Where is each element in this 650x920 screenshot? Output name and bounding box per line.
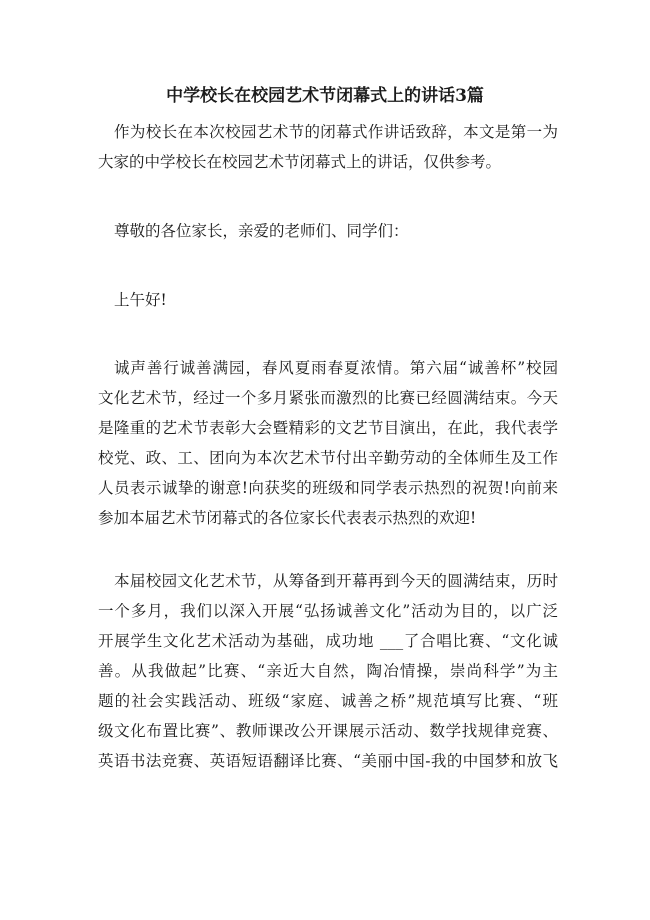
body-line: 题的社会实践活动、班级“家庭、诚善之桥”规范填写比赛、“班 — [98, 692, 558, 710]
greeting-text: 上午好! — [114, 291, 167, 309]
body-line: 人员表示诚挚的谢意!向获奖的班级和同学表示热烈的祝贺!向前来 — [98, 479, 558, 497]
body-line: 参加本届艺术节闭幕式的各位家长代表表示热烈的欢迎! — [98, 509, 477, 527]
body-line: 开展学生文化艺术活动为基础，成功地 ___了合唱比赛、“文化诚 — [98, 632, 558, 650]
body-line: 校党、政、工、团向为本次艺术节付出辛勤劳动的全体师生及工作 — [98, 449, 558, 467]
greeting-paragraph — [98, 285, 558, 315]
body-paragraph-2 — [98, 566, 558, 776]
body-paragraph-1 — [98, 353, 558, 533]
document-title: 中学校长在校园艺术节闭幕式上的讲话3篇 — [166, 86, 484, 106]
body-line: 英语书法竞赛、英语短语翻译比赛、“美丽中国-我的中国梦和放飞 — [98, 752, 558, 770]
intro-line: 大家的中学校长在校园艺术节闭幕式上的讲话，仅供参考。 — [98, 153, 502, 171]
salutation-text: 尊敬的各位家长，亲爱的老师们、同学们： — [114, 222, 409, 240]
intro-line: 作为校长在本次校园艺术节的闭幕式作讲话致辞，本文是第一为 — [114, 123, 558, 141]
body-line: 级文化布置比赛”、教师课改公开课展示活动、数学找规律竞赛、 — [98, 722, 558, 740]
body-line: 诚声善行诚善满园，春风夏雨春夏浓情。第六届“诚善杯”校园 — [114, 359, 558, 377]
body-line: 文化艺术节，经过一个多月紧张而激烈的比赛已经圆满结束。今天 — [98, 389, 558, 407]
body-line: 是隆重的艺术节表彰大会暨精彩的文艺节目演出，在此，我代表学 — [98, 419, 558, 437]
body-line: 一个多月，我们以深入开展“弘扬诚善文化”活动为目的，以广泛 — [98, 602, 558, 620]
body-line: 本届校园文化艺术节，从筹备到开幕再到今天的圆满结束，历时 — [114, 572, 558, 590]
body-line: 善。从我做起”比赛、“亲近大自然，陶冶情操，崇尚科学”为主 — [98, 662, 558, 680]
salutation-paragraph — [98, 216, 558, 246]
intro-paragraph — [98, 117, 558, 177]
